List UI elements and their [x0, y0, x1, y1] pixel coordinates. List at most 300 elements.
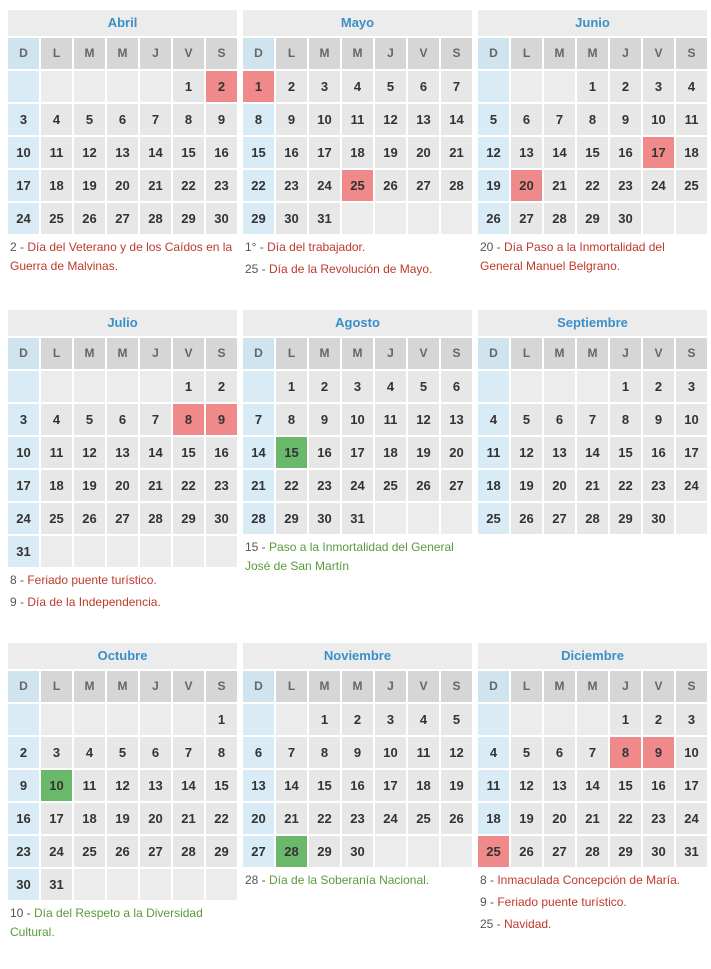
day-cell[interactable]: 25: [41, 203, 72, 234]
day-cell[interactable]: 5: [511, 737, 542, 768]
day-cell[interactable]: 18: [375, 437, 406, 468]
day-cell[interactable]: 22: [173, 170, 204, 201]
day-cell[interactable]: 18: [478, 470, 509, 501]
day-cell[interactable]: 13: [544, 437, 575, 468]
day-cell[interactable]: 14: [140, 137, 171, 168]
weekday-header: D: [243, 38, 274, 69]
day-cell[interactable]: 16: [8, 803, 39, 834]
day-cell[interactable]: 23: [309, 470, 340, 501]
day-cell[interactable]: 10: [342, 404, 373, 435]
day-cell[interactable]: 20: [107, 170, 138, 201]
day-cell[interactable]: 11: [342, 104, 373, 135]
day-cell[interactable]: 24: [8, 503, 39, 534]
day-cell[interactable]: 8: [206, 737, 237, 768]
day-cell[interactable]: 27: [544, 503, 575, 534]
day-cell[interactable]: 5: [107, 737, 138, 768]
day-cell[interactable]: 13: [511, 137, 542, 168]
day-cell[interactable]: 10: [676, 404, 707, 435]
month-grid: [243, 336, 472, 534]
day-cell[interactable]: 11: [41, 137, 72, 168]
day-cell[interactable]: 23: [206, 470, 237, 501]
day-cell[interactable]: 11: [375, 404, 406, 435]
day-cell[interactable]: 4: [676, 71, 707, 102]
day-cell[interactable]: 3: [375, 704, 406, 735]
day-cell[interactable]: 20: [140, 803, 171, 834]
day-cell[interactable]: 19: [375, 137, 406, 168]
day-cell[interactable]: 22: [206, 803, 237, 834]
weekday-header: V: [173, 38, 204, 69]
empty-cell: [441, 503, 472, 534]
holiday-note: [480, 893, 705, 912]
day-cell[interactable]: 26: [74, 503, 105, 534]
holiday-day-cell[interactable]: 8: [610, 737, 641, 768]
day-cell[interactable]: 26: [478, 203, 509, 234]
day-cell[interactable]: 8: [276, 404, 307, 435]
day-cell[interactable]: 11: [408, 737, 439, 768]
day-cell[interactable]: 28: [544, 203, 575, 234]
day-cell[interactable]: 19: [74, 470, 105, 501]
day-cell[interactable]: 26: [441, 803, 472, 834]
day-cell[interactable]: 15: [309, 770, 340, 801]
day-cell[interactable]: 1: [206, 704, 237, 735]
day-cell[interactable]: 12: [408, 404, 439, 435]
day-cell[interactable]: 22: [610, 803, 641, 834]
day-cell[interactable]: 22: [309, 803, 340, 834]
day-cell[interactable]: 4: [478, 404, 509, 435]
day-cell[interactable]: 11: [74, 770, 105, 801]
day-cell[interactable]: 6: [107, 404, 138, 435]
day-cell[interactable]: 30: [206, 503, 237, 534]
day-cell[interactable]: 23: [610, 170, 641, 201]
day-cell[interactable]: 1: [309, 704, 340, 735]
day-cell[interactable]: 20: [107, 470, 138, 501]
day-cell[interactable]: 6: [544, 404, 575, 435]
day-cell[interactable]: 14: [173, 770, 204, 801]
holiday-day-cell[interactable]: 10: [41, 770, 72, 801]
weekday-header: L: [276, 338, 307, 369]
day-cell[interactable]: 13: [107, 437, 138, 468]
day-cell[interactable]: 22: [610, 470, 641, 501]
day-cell[interactable]: 9: [610, 104, 641, 135]
day-cell[interactable]: 7: [173, 737, 204, 768]
day-cell[interactable]: 14: [276, 770, 307, 801]
day-cell[interactable]: 10: [309, 104, 340, 135]
day-cell[interactable]: 18: [408, 770, 439, 801]
day-cell[interactable]: 27: [441, 470, 472, 501]
holiday-day-cell[interactable]: 2: [206, 71, 237, 102]
day-cell[interactable]: 7: [544, 104, 575, 135]
day-cell[interactable]: 12: [107, 770, 138, 801]
day-cell[interactable]: 13: [107, 137, 138, 168]
day-cell[interactable]: 5: [511, 404, 542, 435]
day-cell[interactable]: 13: [544, 770, 575, 801]
day-cell[interactable]: 7: [140, 104, 171, 135]
day-cell[interactable]: 11: [478, 770, 509, 801]
day-cell[interactable]: 7: [577, 737, 608, 768]
day-cell[interactable]: 8: [243, 104, 274, 135]
day-cell[interactable]: 26: [107, 836, 138, 867]
day-cell[interactable]: 25: [478, 503, 509, 534]
day-cell[interactable]: 17: [8, 470, 39, 501]
day-cell[interactable]: 26: [375, 170, 406, 201]
day-cell[interactable]: 2: [276, 71, 307, 102]
day-cell[interactable]: 21: [140, 470, 171, 501]
weekday-header: D: [243, 671, 274, 702]
day-cell[interactable]: 24: [309, 170, 340, 201]
day-cell[interactable]: 2: [8, 737, 39, 768]
day-cell[interactable]: 1: [577, 71, 608, 102]
day-cell[interactable]: 13: [408, 104, 439, 135]
day-cell[interactable]: 2: [206, 371, 237, 402]
day-cell[interactable]: 27: [243, 836, 274, 867]
day-cell[interactable]: 6: [511, 104, 542, 135]
day-cell[interactable]: 19: [511, 803, 542, 834]
day-cell[interactable]: 8: [173, 104, 204, 135]
day-cell[interactable]: 10: [8, 437, 39, 468]
day-cell[interactable]: 20: [441, 437, 472, 468]
day-cell[interactable]: 28: [577, 836, 608, 867]
day-cell[interactable]: 26: [408, 470, 439, 501]
day-cell[interactable]: 26: [511, 503, 542, 534]
day-cell[interactable]: 5: [375, 71, 406, 102]
day-cell[interactable]: 21: [577, 803, 608, 834]
holiday-day-cell[interactable]: 25: [342, 170, 373, 201]
day-cell[interactable]: 5: [408, 371, 439, 402]
day-cell[interactable]: 17: [676, 770, 707, 801]
day-cell[interactable]: 30: [309, 503, 340, 534]
day-cell[interactable]: 21: [577, 470, 608, 501]
day-cell[interactable]: 5: [441, 704, 472, 735]
day-cell[interactable]: 31: [676, 836, 707, 867]
holiday-day-cell[interactable]: 15: [276, 437, 307, 468]
day-cell[interactable]: 27: [140, 836, 171, 867]
day-cell[interactable]: 13: [441, 404, 472, 435]
holiday-day-cell[interactable]: 28: [276, 836, 307, 867]
day-cell[interactable]: 10: [676, 737, 707, 768]
holiday-notes: [243, 234, 472, 279]
day-cell[interactable]: 24: [375, 803, 406, 834]
day-cell[interactable]: 6: [140, 737, 171, 768]
holiday-day-cell[interactable]: 20: [511, 170, 542, 201]
day-cell[interactable]: 10: [8, 137, 39, 168]
empty-cell: [408, 836, 439, 867]
day-cell[interactable]: 4: [375, 371, 406, 402]
day-cell[interactable]: 6: [544, 737, 575, 768]
day-cell[interactable]: 28: [441, 170, 472, 201]
day-cell[interactable]: 15: [206, 770, 237, 801]
day-cell[interactable]: 19: [441, 770, 472, 801]
day-cell[interactable]: 9: [309, 404, 340, 435]
day-cell[interactable]: 13: [140, 770, 171, 801]
day-cell[interactable]: 25: [41, 503, 72, 534]
day-cell[interactable]: 23: [206, 170, 237, 201]
day-cell[interactable]: 14: [243, 437, 274, 468]
day-cell[interactable]: 6: [441, 371, 472, 402]
day-cell[interactable]: 5: [74, 404, 105, 435]
day-cell[interactable]: 1: [276, 371, 307, 402]
day-cell[interactable]: 13: [243, 770, 274, 801]
day-cell[interactable]: 25: [74, 836, 105, 867]
day-cell[interactable]: 8: [610, 404, 641, 435]
day-cell[interactable]: 19: [511, 470, 542, 501]
day-cell[interactable]: 4: [74, 737, 105, 768]
day-cell[interactable]: 3: [8, 404, 39, 435]
day-cell[interactable]: 28: [140, 503, 171, 534]
weekday-header: M: [342, 671, 373, 702]
month-title: Septiembre: [478, 310, 707, 336]
day-cell[interactable]: 3: [342, 371, 373, 402]
day-cell[interactable]: 25: [676, 170, 707, 201]
day-cell[interactable]: 23: [643, 803, 674, 834]
day-cell[interactable]: 27: [107, 503, 138, 534]
day-cell[interactable]: 12: [511, 437, 542, 468]
day-cell[interactable]: 27: [408, 170, 439, 201]
day-cell[interactable]: 25: [408, 803, 439, 834]
day-cell[interactable]: 5: [74, 104, 105, 135]
day-cell[interactable]: 11: [41, 437, 72, 468]
day-cell[interactable]: 1: [173, 71, 204, 102]
day-cell[interactable]: 20: [544, 803, 575, 834]
day-cell[interactable]: 27: [544, 836, 575, 867]
day-cell[interactable]: 15: [610, 437, 641, 468]
day-cell[interactable]: 19: [74, 170, 105, 201]
holiday-notes: [8, 900, 237, 942]
empty-cell: [206, 536, 237, 567]
day-cell[interactable]: 24: [676, 803, 707, 834]
day-cell[interactable]: 17: [41, 803, 72, 834]
day-cell[interactable]: 22: [173, 470, 204, 501]
holiday-note-day: 9 -: [480, 895, 498, 909]
day-cell[interactable]: 19: [478, 170, 509, 201]
day-cell[interactable]: 18: [41, 170, 72, 201]
day-cell[interactable]: 24: [643, 170, 674, 201]
day-cell[interactable]: 4: [342, 71, 373, 102]
day-cell[interactable]: 6: [408, 71, 439, 102]
day-cell[interactable]: 9: [342, 737, 373, 768]
day-cell[interactable]: 2: [610, 71, 641, 102]
day-cell[interactable]: 26: [511, 836, 542, 867]
day-cell[interactable]: 2: [643, 371, 674, 402]
day-cell[interactable]: 28: [577, 503, 608, 534]
day-cell[interactable]: 10: [375, 737, 406, 768]
day-cell[interactable]: 23: [643, 470, 674, 501]
day-cell[interactable]: 16: [309, 437, 340, 468]
day-cell[interactable]: 22: [276, 470, 307, 501]
day-cell[interactable]: 16: [610, 137, 641, 168]
day-cell[interactable]: 21: [140, 170, 171, 201]
day-cell[interactable]: 3: [41, 737, 72, 768]
day-cell[interactable]: 16: [342, 770, 373, 801]
day-cell[interactable]: 20: [544, 470, 575, 501]
holiday-note-text: Día del Veterano y de los Caídos en la Guerra de Malvinas.: [10, 240, 233, 273]
day-cell[interactable]: 29: [577, 203, 608, 234]
day-cell[interactable]: 15: [577, 137, 608, 168]
day-cell[interactable]: 18: [342, 137, 373, 168]
day-cell[interactable]: 24: [8, 203, 39, 234]
day-cell[interactable]: 7: [441, 71, 472, 102]
empty-cell: [107, 371, 138, 402]
day-cell[interactable]: 12: [375, 104, 406, 135]
day-cell[interactable]: 15: [610, 770, 641, 801]
day-cell[interactable]: 30: [276, 203, 307, 234]
day-cell[interactable]: 3: [676, 704, 707, 735]
day-cell[interactable]: 1: [610, 371, 641, 402]
day-cell[interactable]: 24: [676, 470, 707, 501]
day-cell[interactable]: 25: [375, 470, 406, 501]
holiday-day-cell[interactable]: 9: [206, 404, 237, 435]
day-cell[interactable]: 7: [276, 737, 307, 768]
day-cell[interactable]: 29: [206, 836, 237, 867]
day-cell[interactable]: 2: [309, 371, 340, 402]
day-cell[interactable]: 16: [206, 137, 237, 168]
day-cell[interactable]: 12: [74, 137, 105, 168]
day-cell[interactable]: 3: [8, 104, 39, 135]
day-cell[interactable]: 14: [577, 770, 608, 801]
day-cell[interactable]: 19: [408, 437, 439, 468]
day-cell[interactable]: 20: [408, 137, 439, 168]
day-cell[interactable]: 30: [342, 836, 373, 867]
day-cell[interactable]: 21: [441, 137, 472, 168]
day-cell[interactable]: 24: [342, 470, 373, 501]
day-cell[interactable]: 15: [173, 437, 204, 468]
weekday-header: M: [309, 38, 340, 69]
day-cell[interactable]: 12: [511, 770, 542, 801]
day-cell[interactable]: 23: [342, 803, 373, 834]
day-cell[interactable]: 18: [41, 470, 72, 501]
day-cell[interactable]: 31: [309, 203, 340, 234]
day-cell[interactable]: 1: [610, 704, 641, 735]
day-cell[interactable]: 7: [243, 404, 274, 435]
day-cell[interactable]: 14: [544, 137, 575, 168]
day-cell[interactable]: 18: [74, 803, 105, 834]
day-cell[interactable]: 2: [342, 704, 373, 735]
day-cell[interactable]: 26: [74, 203, 105, 234]
day-cell[interactable]: 1: [173, 371, 204, 402]
day-cell[interactable]: 12: [74, 437, 105, 468]
day-cell[interactable]: 9: [643, 404, 674, 435]
day-cell[interactable]: 30: [643, 503, 674, 534]
day-cell[interactable]: 28: [173, 836, 204, 867]
day-cell[interactable]: 16: [206, 437, 237, 468]
day-cell[interactable]: 12: [478, 137, 509, 168]
empty-cell: [544, 371, 575, 402]
day-cell[interactable]: 29: [173, 503, 204, 534]
day-cell[interactable]: 22: [243, 170, 274, 201]
day-cell[interactable]: 29: [243, 203, 274, 234]
day-cell[interactable]: 16: [643, 437, 674, 468]
day-cell[interactable]: 6: [107, 104, 138, 135]
day-cell[interactable]: 5: [478, 104, 509, 135]
day-cell[interactable]: 9: [8, 770, 39, 801]
day-cell[interactable]: 9: [276, 104, 307, 135]
day-cell[interactable]: 7: [577, 404, 608, 435]
weekday-header: D: [243, 338, 274, 369]
day-cell[interactable]: 29: [309, 836, 340, 867]
day-cell[interactable]: 17: [676, 437, 707, 468]
day-cell[interactable]: 14: [441, 104, 472, 135]
holiday-day-cell[interactable]: 8: [173, 404, 204, 435]
day-cell[interactable]: 2: [643, 704, 674, 735]
day-cell[interactable]: 29: [610, 503, 641, 534]
day-cell[interactable]: 7: [140, 404, 171, 435]
day-cell[interactable]: 6: [243, 737, 274, 768]
day-cell[interactable]: 23: [276, 170, 307, 201]
holiday-day-cell[interactable]: 1: [243, 71, 274, 102]
day-cell[interactable]: 24: [41, 836, 72, 867]
day-cell[interactable]: 30: [643, 836, 674, 867]
day-cell[interactable]: 21: [173, 803, 204, 834]
holiday-day-cell[interactable]: 17: [643, 137, 674, 168]
day-cell[interactable]: 3: [643, 71, 674, 102]
day-cell[interactable]: 28: [140, 203, 171, 234]
day-cell[interactable]: 10: [643, 104, 674, 135]
holiday-day-cell[interactable]: 25: [478, 836, 509, 867]
month-agosto: [243, 310, 472, 579]
day-cell[interactable]: 30: [610, 203, 641, 234]
day-cell[interactable]: 17: [375, 770, 406, 801]
day-cell[interactable]: 17: [342, 437, 373, 468]
day-cell[interactable]: 30: [8, 869, 39, 900]
day-cell[interactable]: 3: [309, 71, 340, 102]
day-cell[interactable]: 30: [206, 203, 237, 234]
day-cell[interactable]: 17: [8, 170, 39, 201]
day-cell[interactable]: 16: [643, 770, 674, 801]
day-cell[interactable]: 4: [408, 704, 439, 735]
day-cell[interactable]: 16: [276, 137, 307, 168]
day-cell[interactable]: 31: [342, 503, 373, 534]
day-cell[interactable]: 21: [276, 803, 307, 834]
weekday-header: J: [610, 338, 641, 369]
day-cell[interactable]: 14: [140, 437, 171, 468]
day-cell[interactable]: 12: [441, 737, 472, 768]
day-cell[interactable]: 20: [243, 803, 274, 834]
day-cell[interactable]: 21: [544, 170, 575, 201]
day-cell[interactable]: 9: [206, 104, 237, 135]
day-cell[interactable]: 31: [41, 869, 72, 900]
day-cell[interactable]: 3: [676, 371, 707, 402]
day-cell[interactable]: 8: [309, 737, 340, 768]
day-cell[interactable]: 21: [243, 470, 274, 501]
day-cell[interactable]: 28: [243, 503, 274, 534]
day-cell[interactable]: 4: [41, 104, 72, 135]
day-cell[interactable]: 8: [577, 104, 608, 135]
holiday-note-text: Día de la Independencia.: [27, 595, 161, 609]
day-cell[interactable]: 11: [478, 437, 509, 468]
weekday-header: M: [577, 38, 608, 69]
empty-cell: [41, 704, 72, 735]
day-cell[interactable]: 15: [243, 137, 274, 168]
day-cell[interactable]: 27: [107, 203, 138, 234]
day-cell[interactable]: 22: [577, 170, 608, 201]
day-cell[interactable]: 14: [577, 437, 608, 468]
day-cell[interactable]: 18: [676, 137, 707, 168]
holiday-note-text: Feriado puente turístico.: [27, 573, 157, 587]
day-cell[interactable]: 31: [8, 536, 39, 567]
day-cell[interactable]: 11: [676, 104, 707, 135]
day-cell[interactable]: 29: [276, 503, 307, 534]
day-cell[interactable]: 23: [8, 836, 39, 867]
day-cell[interactable]: 29: [173, 203, 204, 234]
day-cell[interactable]: 4: [478, 737, 509, 768]
holiday-day-cell[interactable]: 9: [643, 737, 674, 768]
day-cell[interactable]: 27: [511, 203, 542, 234]
day-cell[interactable]: 17: [309, 137, 340, 168]
day-cell[interactable]: 4: [41, 404, 72, 435]
day-cell[interactable]: 19: [107, 803, 138, 834]
day-cell[interactable]: 18: [478, 803, 509, 834]
day-cell[interactable]: 15: [173, 137, 204, 168]
day-cell[interactable]: 29: [610, 836, 641, 867]
